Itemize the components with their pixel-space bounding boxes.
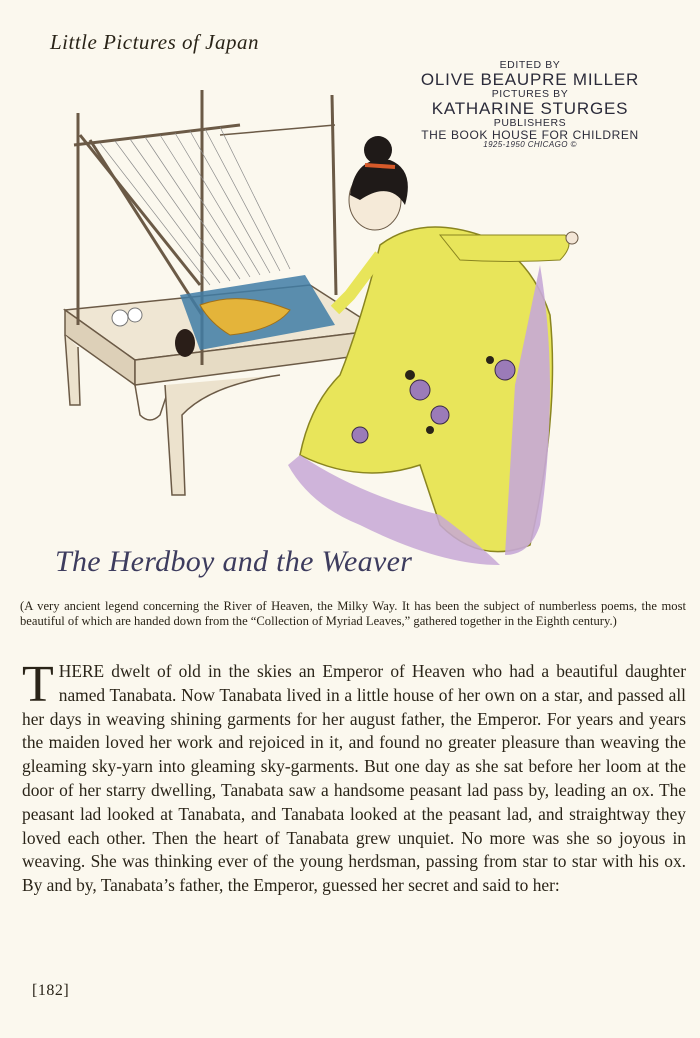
loom-warp-threads	[100, 127, 290, 285]
spool	[112, 310, 128, 326]
spool	[128, 308, 142, 322]
story-title: The Herdboy and the Weaver	[55, 545, 413, 578]
story-body	[22, 656, 686, 898]
weaver-at-loom-illustration	[60, 85, 600, 585]
edited-by-label: EDITED BY	[499, 59, 561, 71]
publishers-label: PUBLISHERS	[493, 116, 567, 129]
publisher-name: THE BOOK HOUSE FOR CHILDREN	[421, 127, 639, 142]
pictures-by-label: PICTURES BY	[491, 87, 569, 100]
story-subtitle: (A very ancient legend concerning the River of Heaven, the Milky Way. It has been the subject of numberless poems, the most beautiful of which are handed down from the “Collection of Myriad Leaves,” gathered together in the Eighth century.)	[20, 599, 686, 628]
running-head: Little Pictures of Japan	[50, 30, 259, 54]
bowl	[175, 329, 195, 357]
page-number: [182]	[32, 982, 70, 999]
drop-cap: T	[22, 656, 54, 713]
story-body-text: HERE dwelt of old in the skies an Emperor of Heaven who had a beautiful daughter named Tanabata. Now Tanabata lived in a little house of her own on a star, and passed all her days in weaving shining garments for her august father, the Emperor. For years and years the maiden loved her work and rejoiced in it, and found no greater pleasure than weaving the gleaming sky-yarn into gleaming sky-garments. But one day as she sat before her loom at the door of her starry dwelling, Tanabata saw a handsome peasant lad pass by, leading an ox. The peasant lad looked at Tanabata, and Tanabata looked at the peasant lad, and straightway they loved each other. Then the heart of Tanabata grew unquiet. No more was she so joyous in weaving. She was thinking ever of the young herdsman, passing from star to star with his ox. By and by, Tanabata’s father, the Emperor, guessed her secret and said to her:	[22, 661, 686, 896]
illustrator-name: KATHARINE STURGES	[431, 98, 629, 118]
imprint: 1925-1950 CHICAGO ©	[483, 140, 577, 150]
editor-name: OLIVE BEAUPRE MILLER	[420, 70, 640, 90]
